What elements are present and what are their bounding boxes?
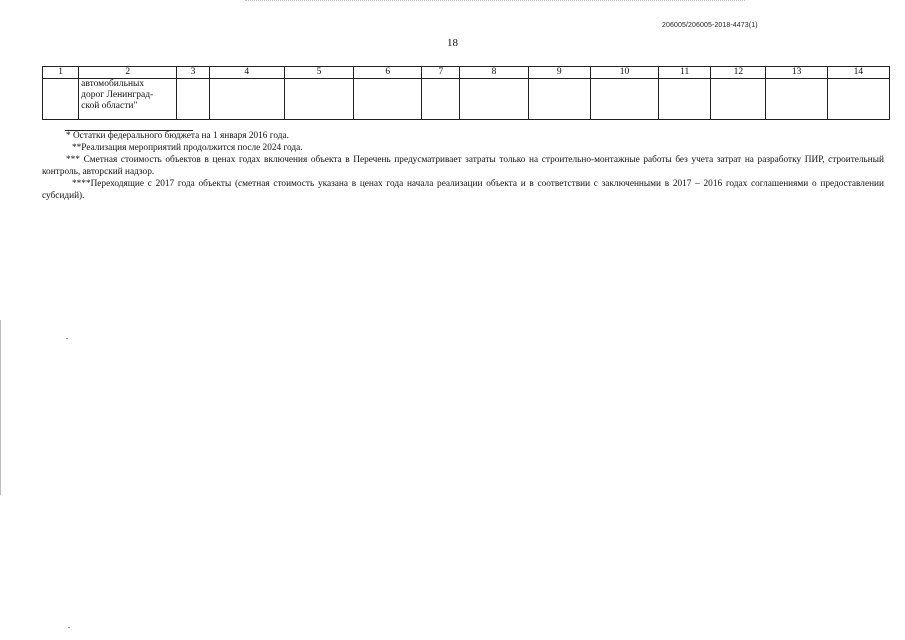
table-cell [79, 79, 177, 120]
column-header: 6 [354, 67, 422, 79]
table-cell [827, 79, 889, 120]
table-cell [766, 79, 827, 120]
page-number: 18 [447, 37, 458, 49]
column-header: 12 [711, 67, 766, 79]
cell-text-line: ской области" [81, 101, 138, 111]
column-header: 13 [766, 67, 827, 79]
column-header: 7 [422, 67, 460, 79]
column-header: 3 [177, 67, 209, 79]
table-cell [422, 79, 460, 120]
table-cell [43, 79, 79, 120]
cell-text-line: дорог Ленинград- [81, 90, 154, 100]
footnote-1: * Остатки федерального бюджета на 1 января 2016 года. [66, 131, 289, 141]
footnote-3: *** Сметная стоимость объектов в ценах годах включения объекта в Перечень предусматривает затраты только на строительно-монтажные работы без учета затрат на разработку ПИР, строительный контроль, авторский надзор. [42, 155, 884, 177]
data-table [42, 66, 890, 120]
table-header-row [43, 67, 890, 79]
table-cell [659, 79, 711, 120]
column-header: 4 [209, 67, 284, 79]
table-cell [528, 79, 590, 120]
footnote-2: **Реализация мероприятий продолжится после 2024 года. [72, 143, 303, 153]
column-header: 14 [827, 67, 889, 79]
scan-speck [66, 338, 68, 339]
table-cell [177, 79, 209, 120]
document-id: 206005/206005-2018-4473(1) [662, 22, 758, 29]
scan-speck [68, 627, 70, 628]
table-cell [460, 79, 528, 120]
column-header: 5 [284, 67, 353, 79]
table-cell [354, 79, 422, 120]
column-header: 2 [79, 67, 177, 79]
table-row [43, 79, 890, 120]
table-cell [590, 79, 658, 120]
column-header: 8 [460, 67, 528, 79]
scan-top-edge-line [245, 0, 745, 2]
column-header: 1 [43, 67, 79, 79]
column-header: 10 [590, 67, 658, 79]
scan-left-edge-line [0, 320, 1, 495]
column-header: 9 [528, 67, 590, 79]
footnote-4: ****Переходящие с 2017 года объекты (сметная стоимость указана в ценах года начала реализации объекта и в соответствии с заключенными в 2017 – 2016 годах соглашениями о предоставлении субсидий). [42, 179, 884, 201]
table-cell [209, 79, 284, 120]
table-cell [711, 79, 766, 120]
footnotes [42, 130, 884, 202]
table-cell [284, 79, 353, 120]
column-header: 11 [659, 67, 711, 79]
cell-text-line: автомобильных [81, 79, 145, 89]
